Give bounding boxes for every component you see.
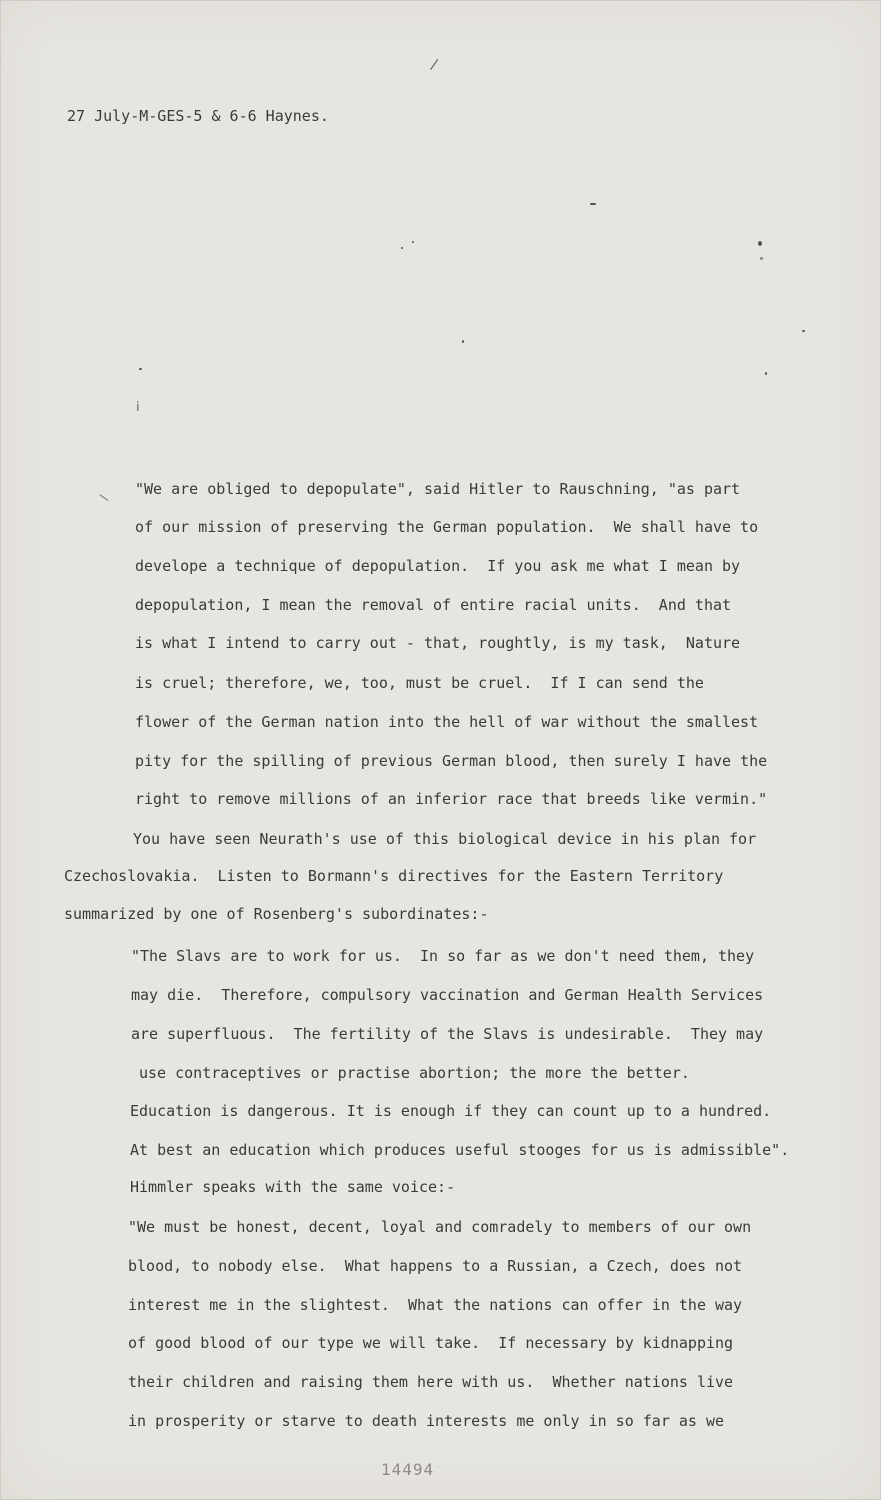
body-line-18: At best an education which produces useful stooges for us is admissible". [130, 1141, 790, 1159]
document-header: 27 July-M-GES-5 & 6-6 Haynes. [67, 107, 329, 125]
body-line-4: depopulation, I mean the removal of entire racial units. And that [135, 596, 732, 614]
body-line-8: pity for the spilling of previous German blood, then surely I have the [135, 752, 768, 770]
body-line-3: develope a technique of depopulation. If you ask me what I mean by [135, 557, 741, 575]
body-line-16: use contraceptives or practise abortion; the more the better. [139, 1064, 690, 1082]
stray-tick-mark: \ [97, 490, 111, 505]
body-line-23: of good blood of our type we will take. If necessary by kidnapping [128, 1334, 734, 1352]
body-line-10: You have seen Neurath's use of this biological device in his plan for [133, 830, 757, 848]
body-line-20: "We must be honest, decent, loyal and comradely to members of our own [128, 1218, 752, 1236]
body-line-15: are superfluous. The fertility of the Slavs is undesirable. They may [131, 1025, 764, 1043]
body-line-12: summarized by one of Rosenberg's subordinates:- [64, 905, 489, 923]
stray-slash-mark: / [428, 56, 440, 74]
body-line-9: right to remove millions of an inferior race that breeds like vermin." [135, 790, 768, 808]
ink-speck [139, 368, 142, 370]
body-line-13: "The Slavs are to work for us. In so far as we don't need them, they [131, 947, 755, 965]
body-line-22: interest me in the slightest. What the nations can offer in the way [128, 1296, 743, 1314]
body-line-6: is cruel; therefore, we, too, must be cruel. If I can send the [135, 674, 704, 692]
body-line-2: of our mission of preserving the German population. We shall have to [135, 518, 759, 536]
ink-speck [401, 247, 403, 249]
body-line-19: Himmler speaks with the same voice:- [130, 1178, 456, 1196]
body-line-5: is what I intend to carry out - that, roughtly, is my task, Nature [135, 634, 741, 652]
ink-speck [760, 257, 763, 260]
body-line-21: blood, to nobody else. What happens to a Russian, a Czech, does not [128, 1257, 743, 1275]
body-line-1: "We are obliged to depopulate", said Hitler to Rauschning, "as part [135, 480, 741, 498]
ink-speck [765, 372, 767, 375]
body-line-11: Czechoslovakia. Listen to Bormann's directives for the Eastern Territory [64, 867, 724, 885]
ink-speck [758, 241, 762, 246]
body-line-14: may die. Therefore, compulsory vaccination and German Health Services [131, 986, 764, 1004]
ink-speck [802, 330, 805, 332]
body-line-24: their children and raising them here with us. Whether nations live [128, 1373, 734, 1391]
body-line-17: Education is dangerous. It is enough if they can count up to a hundred. [130, 1102, 772, 1120]
body-line-25: in prosperity or starve to death interests me only in so far as we [128, 1412, 725, 1430]
body-line-7: flower of the German nation into the hell of war without the smallest [135, 713, 759, 731]
ink-speck [462, 340, 464, 343]
page-number: 14494 [381, 1460, 435, 1479]
ink-speck [412, 241, 414, 243]
ink-speck [590, 203, 596, 205]
stray-tick-mark: ⅰ [136, 400, 140, 415]
